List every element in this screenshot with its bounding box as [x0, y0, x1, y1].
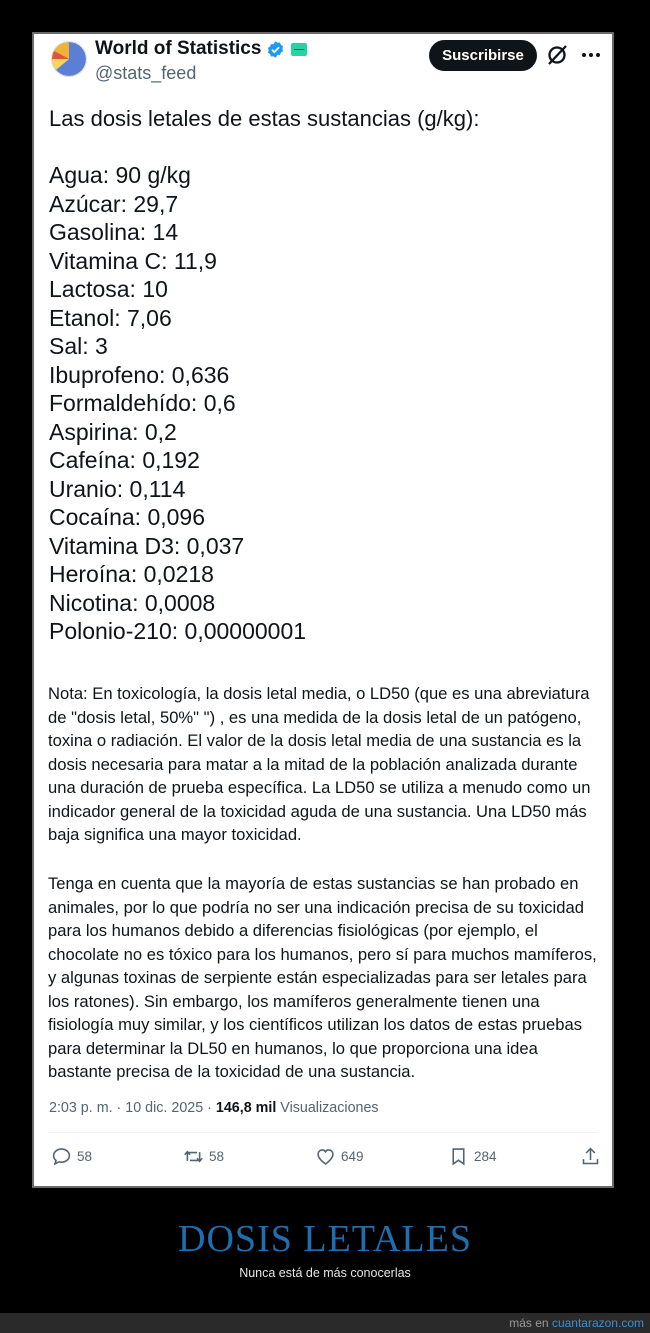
display-name-row[interactable]	[95, 38, 307, 60]
dose-item: Vitamina D3: 0,037	[49, 532, 245, 559]
dose-item: Polonio-210: 0,00000001	[49, 618, 307, 644]
verified-badge-icon	[266, 40, 285, 59]
bookmark-count: 284	[474, 1149, 497, 1164]
bookmark-button[interactable]	[448, 1146, 497, 1167]
action-bar	[34, 1146, 612, 1176]
repost-button[interactable]	[183, 1146, 224, 1167]
dose-item: Aspirina: 0,2	[49, 418, 177, 445]
dose-item: Ibuprofeno: 0,636	[49, 361, 230, 388]
footer-bar	[0, 1313, 650, 1333]
dose-item: Cocaína: 0,096	[49, 504, 206, 530]
more-options-icon[interactable]	[580, 43, 602, 67]
share-button[interactable]	[580, 1146, 601, 1167]
tweet-title: Las dosis letales de estas sustancias (g/kg):	[49, 106, 480, 131]
tweet-meta	[49, 1100, 379, 1116]
repost-icon	[183, 1146, 204, 1167]
display-name[interactable]: World of Statistics	[95, 38, 262, 59]
dose-list	[49, 161, 306, 646]
dose-item: Azúcar: 29,7	[49, 190, 179, 217]
footer-text	[509, 1316, 644, 1330]
views-count: 146,8 mil	[215, 1100, 277, 1116]
reply-count: 58	[77, 1149, 93, 1164]
dose-item: Lactosa: 10	[49, 276, 168, 302]
user-handle[interactable]: @stats_feed	[95, 63, 197, 83]
banner-title: DOSIS LETALES	[178, 1218, 472, 1260]
share-icon	[580, 1146, 601, 1167]
dose-item: Gasolina: 14	[49, 219, 179, 245]
repost-count: 58	[209, 1149, 225, 1164]
subscribe-button[interactable]: Suscribirse	[429, 40, 537, 71]
divider	[48, 1132, 598, 1133]
reply-button[interactable]	[51, 1146, 92, 1167]
pie-chart-logo-icon	[52, 42, 86, 76]
footer-prefix: más en	[509, 1316, 549, 1330]
dose-item: Uranio: 0,114	[49, 475, 186, 502]
dose-item: Sal: 3	[49, 333, 108, 359]
banner-subtitle: Nunca está de más conocerlas	[239, 1266, 411, 1280]
site-link[interactable]: cuantarazon.com	[551, 1316, 644, 1330]
dose-item: Agua: 90 g/kg	[49, 162, 191, 188]
grok-icon[interactable]	[545, 43, 569, 67]
affiliate-badge-icon	[291, 43, 307, 56]
tweet-card	[32, 32, 614, 1188]
caveat-paragraph: Tenga en cuenta que la mayoría de estas sustancias se han probado en animales, por lo que podría no ser una indicación precisa de su toxicidad para los humanos debido a diferencias fisiológicas (por ejemplo, el chocolate no es tóxico para los humanos, pero sí para muchos mamíferos, y algunas toxinas de serpiente están especializadas para ser letales para los ratones). Sin embargo, los mamíferos generalmente tienen una fisiología muy similar, y los científicos utilizan los datos de estas pruebas para determinar la DL50 en humanos, lo que proporciona una idea bastante precisa de la toxicidad de una sustancia.	[48, 874, 597, 1081]
dose-item: Vitamina C: 11,9	[49, 247, 217, 274]
dose-item: Etanol: 7,06	[49, 304, 172, 331]
timestamp[interactable]: 2:03 p. m. · 10 dic. 2025 ·	[49, 1100, 212, 1116]
avatar[interactable]	[51, 41, 87, 77]
dose-item: Formaldehído: 0,6	[49, 390, 236, 416]
reply-icon	[51, 1146, 72, 1167]
bookmark-icon	[448, 1146, 469, 1167]
dose-item: Nicotina: 0,0008	[49, 589, 216, 616]
like-button[interactable]	[315, 1146, 364, 1167]
note-paragraph: Nota: En toxicología, la dosis letal media, o LD50 (que es una abreviatura de "dosis letal, 50%" ") , es una medida de la dosis letal de un patógeno, toxina o radiación. El valor de la dosis letal media de una sustancia es la dosis necesaria para matar a la mitad de la población analizada durante una duración de prueba específica. La LD50 se utiliza a menudo como un indicador general de la toxicidad aguda de una sustancia. Una LD50 más baja significa una mayor toxicidad.	[48, 684, 591, 844]
dose-item: Cafeína: 0,192	[49, 447, 200, 473]
heart-icon	[315, 1146, 336, 1167]
views-label: Visualizaciones	[280, 1100, 379, 1116]
dose-item: Heroína: 0,0218	[49, 561, 214, 587]
like-count: 649	[341, 1149, 364, 1164]
